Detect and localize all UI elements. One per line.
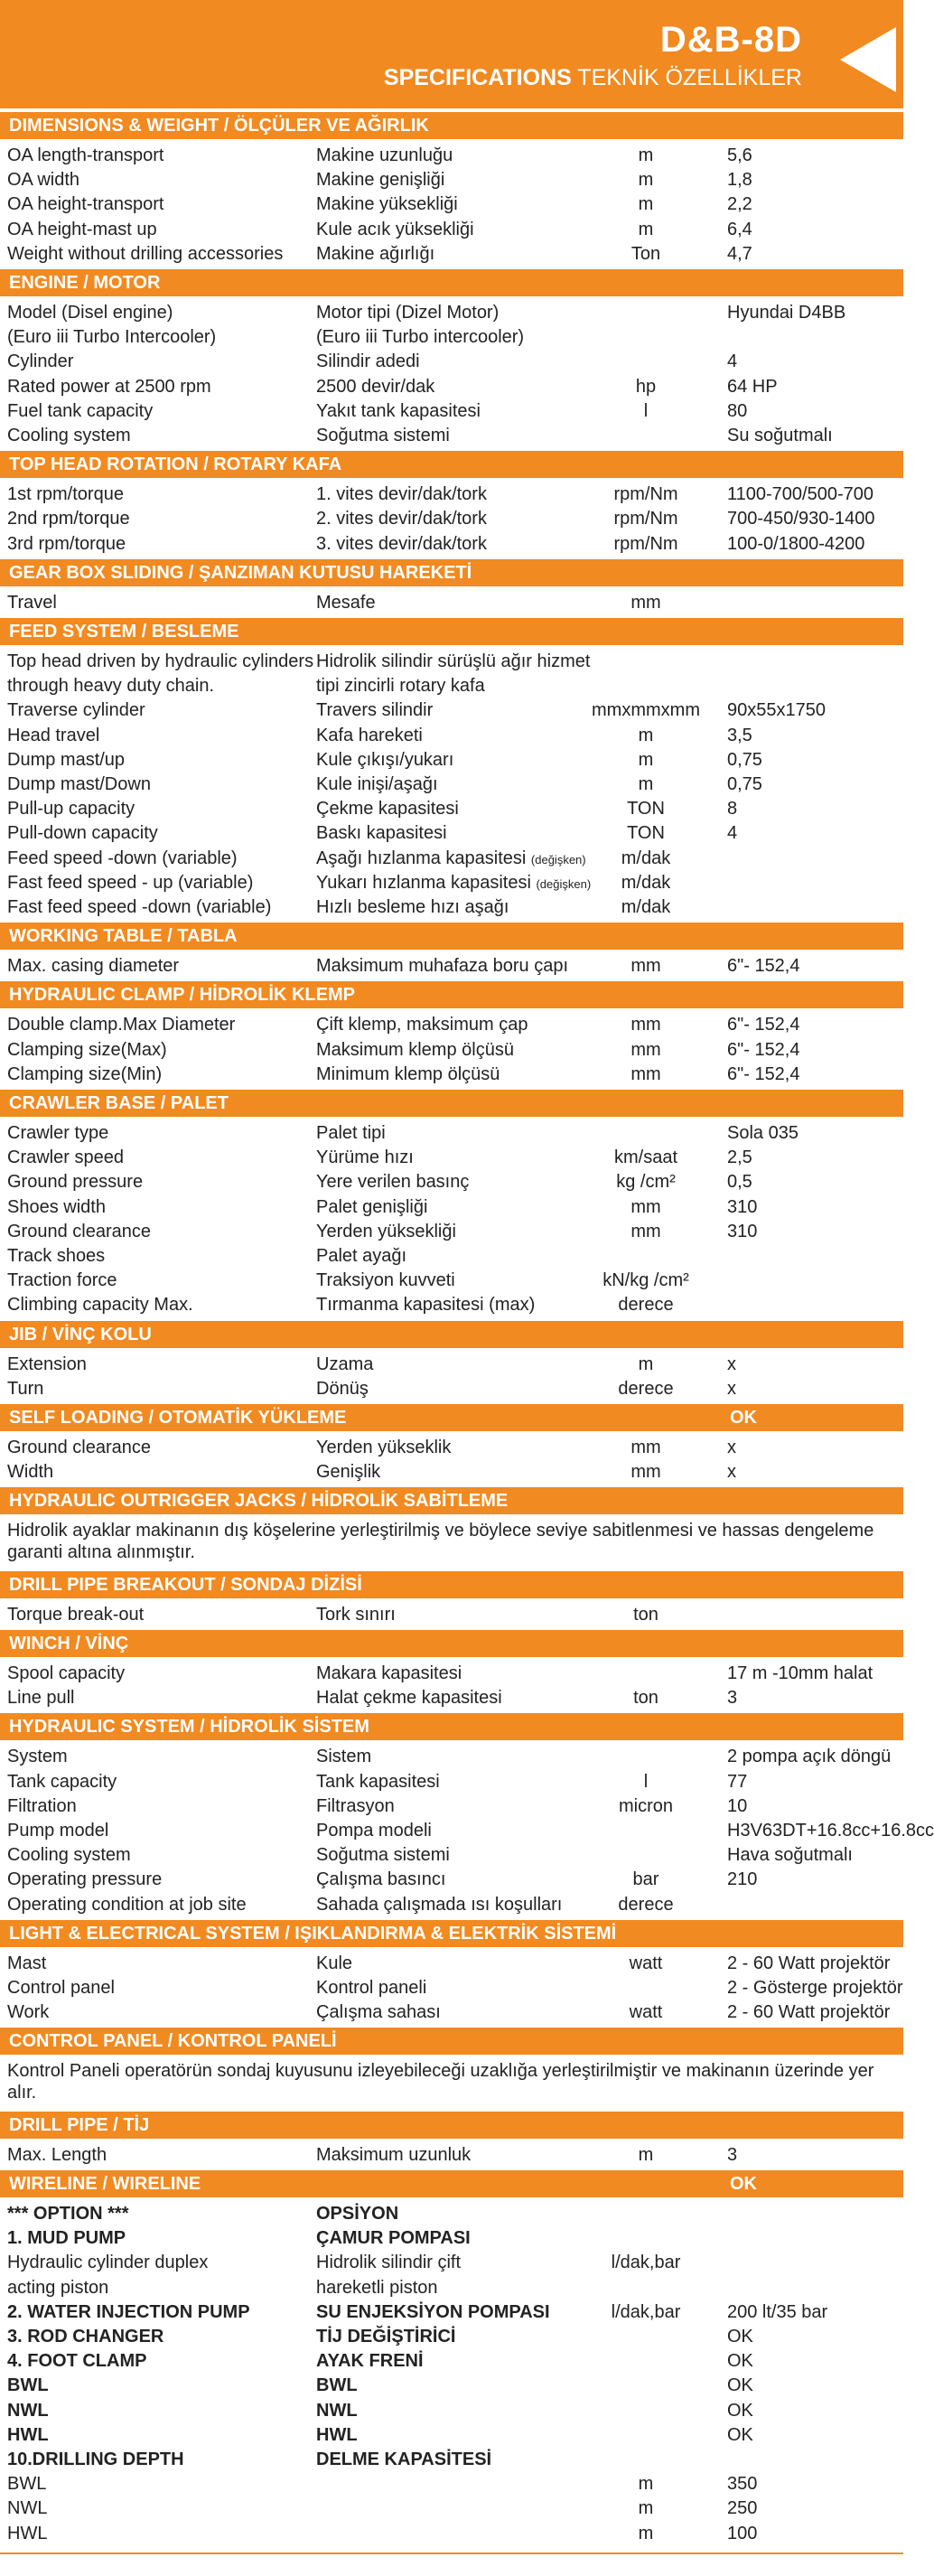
value: 2,5 bbox=[727, 1147, 752, 1168]
unit: m bbox=[638, 2498, 654, 2519]
label-en: Torque break-out bbox=[7, 1604, 145, 1625]
label-tr: Yakıt tank kapasitesi bbox=[316, 400, 481, 421]
unit: TON bbox=[627, 799, 665, 820]
unit: mm bbox=[630, 1196, 661, 1217]
label-tr: Soğutma sistemi bbox=[316, 426, 450, 445]
unit: km/saat bbox=[613, 1147, 678, 1168]
value: 310 bbox=[727, 1221, 758, 1241]
label-tr: Hidrolik silindir sürüşlü ağır hizmet bbox=[316, 651, 591, 671]
label-en: NWL bbox=[7, 2498, 48, 2519]
value: 200 lt/35 bar bbox=[727, 2301, 828, 2322]
unit: mm bbox=[630, 1063, 661, 1084]
value: 5,6 bbox=[727, 145, 752, 165]
value: x bbox=[727, 1378, 736, 1399]
label-tr: TİJ DEĞİŞTİRİCİ bbox=[316, 2327, 456, 2347]
value: 1,8 bbox=[727, 170, 752, 191]
section-header bbox=[0, 451, 903, 478]
unit: mm bbox=[630, 1039, 661, 1060]
label-tr: Kule acık yüksekliği bbox=[316, 219, 474, 239]
label-tr: Maksimum muhafaza boru çapı bbox=[316, 956, 569, 977]
value: H3V63DT+16.8cc+16.8cc bbox=[727, 1821, 934, 1841]
label-en: 2. WATER INJECTION PUMP bbox=[7, 2301, 250, 2322]
value: 310 bbox=[727, 1196, 758, 1217]
label-en: Max. Length bbox=[7, 2144, 107, 2165]
label-tr: 3. vites devir/dak/tork bbox=[316, 533, 487, 554]
value: OK bbox=[727, 2327, 753, 2347]
unit: mm bbox=[630, 1438, 661, 1457]
label-tr: Yerden yüksekliği bbox=[316, 1221, 456, 1241]
label-en: Double clamp.Max Diameter bbox=[7, 1015, 236, 1035]
label-tr: 1. vites devir/dak/tork bbox=[316, 484, 487, 505]
label-en: Fast feed speed - up (variable) bbox=[7, 872, 254, 893]
label-en: Crawler speed bbox=[7, 1147, 124, 1168]
unit: rpm/Nm bbox=[613, 484, 678, 505]
value: 6"- 152,4 bbox=[727, 956, 800, 977]
value: Sola 035 bbox=[727, 1123, 799, 1143]
section-title: ENGINE / MOTOR bbox=[9, 273, 161, 293]
section-header bbox=[0, 559, 903, 586]
label-tr: Kule inişi/aşağı bbox=[316, 774, 438, 794]
label-tr: Yürüme hızı bbox=[316, 1147, 414, 1168]
value: 6"- 152,4 bbox=[727, 1063, 800, 1084]
value: 2 - 60 Watt projektör bbox=[727, 1953, 891, 1973]
label-en: *** OPTION *** bbox=[7, 2204, 129, 2224]
unit: m bbox=[638, 170, 654, 191]
label-tr: Hızlı besleme hızı aşağı bbox=[316, 897, 509, 917]
label-tr: Hidrolik silindir çift bbox=[316, 2253, 462, 2273]
label-tr: OPSİYON bbox=[316, 2204, 399, 2224]
unit: m bbox=[638, 219, 654, 239]
value: 64 HP bbox=[727, 376, 778, 397]
section-title: CRAWLER BASE / PALET bbox=[9, 1093, 229, 1113]
label-tr: Dönüş bbox=[316, 1378, 369, 1399]
label-tr: Pompa modeli bbox=[316, 1821, 432, 1841]
label-tr: ÇAMUR POMPASI bbox=[316, 2228, 471, 2249]
value: 100-0/1800-4200 bbox=[727, 533, 865, 554]
label-en: (Euro iii Turbo Intercooler) bbox=[7, 327, 217, 348]
label-tr: Soğutma sistemi bbox=[316, 1845, 450, 1866]
label-en: Dump mast/up bbox=[7, 749, 126, 770]
unit: derece bbox=[618, 1295, 674, 1316]
unit: micron bbox=[618, 1795, 673, 1816]
label-tr: Çift klemp, maksimum çap bbox=[316, 1015, 528, 1035]
label-en: 3. ROD CHANGER bbox=[7, 2327, 164, 2347]
unit: m bbox=[638, 145, 654, 165]
label-en: 4. FOOT CLAMP bbox=[7, 2351, 147, 2372]
unit: m/dak bbox=[621, 897, 671, 917]
label-en: Cooling system bbox=[7, 1845, 131, 1866]
value: Su soğutmalı bbox=[727, 426, 833, 445]
value: 10 bbox=[727, 1795, 748, 1816]
spec-title-tr: TEKNİK ÖZELLİKLER bbox=[577, 65, 802, 90]
label-en: Hydraulic cylinder duplex bbox=[7, 2253, 209, 2273]
label-tr: Makine uzunluğu bbox=[316, 145, 453, 165]
unit: hp bbox=[635, 376, 657, 397]
unit: TON bbox=[627, 823, 665, 844]
value: 210 bbox=[727, 1869, 758, 1890]
label-tr: Yerden yükseklik bbox=[316, 1438, 452, 1457]
unit: m/dak bbox=[621, 872, 671, 893]
section-title: GEAR BOX SLIDING / ŞANZIMAN KUTUSU HAREKETİ bbox=[9, 562, 472, 583]
label-tr: Baskı kapasitesi bbox=[316, 823, 447, 844]
unit: m bbox=[638, 749, 654, 770]
value: OK bbox=[727, 2400, 753, 2421]
value: 6,4 bbox=[727, 219, 752, 239]
section-header bbox=[0, 1090, 903, 1117]
label-en: Max. casing diameter bbox=[7, 956, 180, 977]
value: 4,7 bbox=[727, 243, 752, 264]
spec-subtitle bbox=[384, 65, 802, 91]
unit: watt bbox=[629, 2002, 663, 2023]
section-status: OK bbox=[730, 2174, 757, 2194]
label-tr: Palet ayağı bbox=[316, 1246, 407, 1266]
label-tr: Travers silindir bbox=[316, 700, 434, 721]
label-tr: Palet tipi bbox=[316, 1123, 386, 1143]
label-en: acting piston bbox=[7, 2277, 109, 2298]
label-tr: Minimum klemp ölçüsü bbox=[316, 1063, 500, 1084]
label-tr: (Euro iii Turbo intercooler) bbox=[316, 327, 525, 348]
label-tr: NWL bbox=[316, 2400, 358, 2421]
label-tr: Maksimum klemp ölçüsü bbox=[316, 1039, 514, 1060]
label-en: Head travel bbox=[7, 725, 100, 745]
label-en: Ground clearance bbox=[7, 1438, 151, 1457]
label-en: Climbing capacity Max. bbox=[7, 1295, 193, 1316]
unit: mm bbox=[630, 1015, 661, 1035]
section-header bbox=[0, 1630, 903, 1657]
value: 250 bbox=[727, 2498, 758, 2519]
label-en: Operating pressure bbox=[7, 1869, 163, 1890]
value: 3 bbox=[727, 2144, 738, 2165]
label-tr: Sahada çalışmada ısı koşulları bbox=[316, 1894, 563, 1915]
section-header bbox=[0, 1487, 903, 1514]
section-title: TOP HEAD ROTATION / ROTARY KAFA bbox=[9, 454, 342, 475]
value: 1100-700/500-700 bbox=[727, 484, 873, 505]
unit: Ton bbox=[630, 243, 661, 264]
section-title: JIB / VİNÇ KOLU bbox=[9, 1324, 152, 1344]
label-tr: Yukarı hızlanma kapasitesi (değişken) bbox=[316, 872, 592, 893]
label-tr: Kontrol paneli bbox=[316, 1978, 427, 1998]
value: 90x55x1750 bbox=[727, 700, 826, 721]
unit: derece bbox=[618, 1894, 674, 1915]
label-tr: Makine genişliği bbox=[316, 170, 445, 191]
label-en: Crawler type bbox=[7, 1123, 109, 1143]
section-header bbox=[0, 1321, 903, 1348]
label-tr: BWL bbox=[316, 2375, 358, 2396]
label-en: Operating condition at job site bbox=[7, 1894, 247, 1915]
label-en: OA width bbox=[7, 170, 80, 191]
label-en: Cooling system bbox=[7, 426, 131, 445]
section-header bbox=[0, 1404, 903, 1431]
label-en: 1st rpm/torque bbox=[7, 484, 124, 505]
header-bar bbox=[0, 0, 903, 108]
label-en: Pull-up capacity bbox=[7, 799, 135, 820]
unit: derece bbox=[618, 1378, 674, 1399]
label-tr: Silindir adedi bbox=[316, 351, 420, 372]
label-en: Ground clearance bbox=[7, 1221, 151, 1241]
label-tr: Makine yüksekliği bbox=[316, 194, 458, 215]
section-title: CONTROL PANEL / KONTROL PANELİ bbox=[9, 2031, 337, 2052]
label-tr: Kule çıkışı/yukarı bbox=[316, 749, 454, 770]
label-en: Line pull bbox=[7, 1688, 75, 1709]
label-en: Weight without drilling accessories bbox=[7, 243, 284, 264]
label-en: BWL bbox=[7, 2474, 47, 2495]
label-en: Turn bbox=[7, 1378, 44, 1399]
label-tr: Motor tipi (Dizel Motor) bbox=[316, 303, 500, 323]
label-en: Rated power at 2500 rpm bbox=[7, 376, 211, 397]
value: 100 bbox=[727, 2523, 758, 2543]
label-en: Extension bbox=[7, 1354, 87, 1374]
label-tr: 2500 devir/dak bbox=[316, 376, 435, 397]
section-header bbox=[0, 618, 903, 645]
unit: m/dak bbox=[621, 848, 671, 868]
value: 3 bbox=[727, 1688, 738, 1709]
value: 0,75 bbox=[727, 774, 762, 794]
label-en: Dump mast/Down bbox=[7, 774, 151, 794]
label-en: Clamping size(Min) bbox=[7, 1063, 163, 1084]
label-tr: Çekme kapasitesi bbox=[316, 799, 459, 820]
section-title: WINCH / VİNÇ bbox=[9, 1634, 129, 1653]
unit: mmxmmxmm bbox=[592, 700, 700, 721]
label-en: Fuel tank capacity bbox=[7, 400, 154, 421]
label-en: Clamping size(Max) bbox=[7, 1039, 167, 1060]
label-en: Control panel bbox=[7, 1978, 115, 1998]
label-en: Pull-down capacity bbox=[7, 823, 158, 844]
label-tr: HWL bbox=[316, 2424, 358, 2445]
value: 17 m -10mm halat bbox=[727, 1663, 873, 1683]
section-header bbox=[0, 2170, 903, 2197]
label-en: Track shoes bbox=[7, 1246, 106, 1266]
value: 2,2 bbox=[727, 194, 752, 215]
label-en: 2nd rpm/torque bbox=[7, 509, 130, 529]
section-title: SELF LOADING / OTOMATİK YÜKLEME bbox=[9, 1408, 347, 1428]
label-en: 10.DRILLING DEPTH bbox=[7, 2450, 184, 2469]
paragraph-text: Hidrolik ayaklar makinanın dış köşelerine yerleştirilmiş ve böylece seviye sabitlenmesi ve hassas dengeleme garanti altına alınmıştır. bbox=[7, 1521, 874, 1563]
label-en: Pump model bbox=[7, 1821, 109, 1841]
section-title: WIRELINE / WIRELINE bbox=[9, 2174, 201, 2194]
unit: l bbox=[643, 400, 649, 421]
value: x bbox=[727, 1462, 736, 1483]
section-header bbox=[0, 1571, 903, 1598]
model-title: D&B-8D bbox=[659, 20, 802, 60]
label-en: Shoes width bbox=[7, 1196, 106, 1217]
section-title: HYDRAULIC CLAMP / HİDROLİK KLEMP bbox=[9, 985, 355, 1006]
bottom-rule bbox=[0, 2553, 903, 2554]
section-header bbox=[0, 1920, 903, 1947]
value: OK bbox=[727, 2424, 753, 2445]
label-en: BWL bbox=[7, 2375, 49, 2396]
unit: ton bbox=[633, 1688, 658, 1709]
label-en: Ground pressure bbox=[7, 1172, 144, 1193]
label-en: NWL bbox=[7, 2400, 49, 2421]
unit: m bbox=[638, 774, 654, 794]
label-en: Work bbox=[7, 2002, 50, 2023]
value: x bbox=[727, 1354, 736, 1374]
label-tr: 2. vites devir/dak/tork bbox=[316, 509, 487, 529]
label-tr: Traksiyon kuvveti bbox=[316, 1270, 455, 1291]
value: 350 bbox=[727, 2474, 758, 2495]
label-tr: Çalışma sahası bbox=[316, 2002, 441, 2023]
label-note: (değişken) bbox=[536, 876, 592, 891]
section-title: DRILL PIPE / TİJ bbox=[9, 2114, 150, 2135]
label-tr: DELME KAPASİTESİ bbox=[316, 2450, 492, 2469]
label-en: Width bbox=[7, 1462, 54, 1483]
unit: m bbox=[638, 725, 654, 745]
section-title: DRILL PIPE BREAKOUT / SONDAJ DİZİSİ bbox=[9, 1574, 362, 1595]
unit: mm bbox=[630, 1462, 661, 1483]
section-title: FEED SYSTEM / BESLEME bbox=[9, 622, 239, 642]
section-header bbox=[0, 1713, 903, 1740]
paragraph-text: Kontrol Paneli operatörün sondaj kuyusunu izleyebileceği uzaklığa yerleştirilmiştir ve makinanın üzerinde yer alır. bbox=[7, 2061, 874, 2103]
label-tr: Kafa hareketi bbox=[316, 725, 423, 745]
label-en: Fast feed speed -down (variable) bbox=[7, 897, 272, 917]
label-tr: Tork sınırı bbox=[316, 1604, 396, 1625]
unit: m bbox=[638, 1354, 654, 1374]
unit: mm bbox=[630, 956, 661, 977]
section-header bbox=[0, 2112, 903, 2139]
label-tr: Çalışma basıncı bbox=[316, 1869, 446, 1890]
unit: rpm/Nm bbox=[613, 509, 678, 529]
value: 2 - Gösterge projektör bbox=[727, 1978, 903, 1998]
label-en: through heavy duty chain. bbox=[7, 676, 215, 697]
label-en: Top head driven by hydraulic cylinders bbox=[7, 651, 314, 671]
label-en: HWL bbox=[7, 2424, 49, 2445]
value: 80 bbox=[727, 400, 748, 421]
value: 2 pompa açık döngü bbox=[727, 1747, 892, 1767]
value: x bbox=[727, 1438, 736, 1457]
unit: mm bbox=[630, 592, 661, 613]
section-status: OK bbox=[730, 1408, 757, 1428]
label-en: Mast bbox=[7, 1953, 47, 1973]
label-tr: tipi zincirli rotary kafa bbox=[316, 676, 485, 697]
value: 77 bbox=[727, 1771, 748, 1792]
value: 6"- 152,4 bbox=[727, 1015, 800, 1035]
unit: m bbox=[638, 2474, 654, 2495]
unit: l/dak,bar bbox=[611, 2301, 681, 2322]
value: 700-450/930-1400 bbox=[727, 509, 875, 529]
label-en: System bbox=[7, 1747, 68, 1767]
label-tr: Halat çekme kapasitesi bbox=[316, 1688, 502, 1709]
label-en: OA length-transport bbox=[7, 145, 164, 165]
unit: mm bbox=[630, 1221, 661, 1241]
label-tr: hareketli piston bbox=[316, 2277, 438, 2298]
arrow-left-icon bbox=[813, 23, 903, 96]
value: 4 bbox=[727, 823, 738, 844]
label-tr: Kule bbox=[316, 1953, 353, 1973]
section-title: HYDRAULIC SYSTEM / HİDROLİK SİSTEM bbox=[9, 1717, 369, 1738]
unit: m bbox=[638, 2144, 654, 2165]
label-tr: Filtrasyon bbox=[316, 1795, 395, 1816]
section-header bbox=[0, 923, 903, 950]
unit: rpm/Nm bbox=[613, 533, 678, 554]
label-en: Feed speed -down (variable) bbox=[7, 848, 238, 868]
section-title: DIMENSIONS & WEIGHT / ÖLÇÜLER VE AĞIRLIK bbox=[9, 116, 429, 136]
label-en: OA height-mast up bbox=[7, 219, 157, 239]
label-tr: Palet genişliği bbox=[316, 1196, 428, 1217]
label-tr: Sistem bbox=[316, 1747, 372, 1767]
value: OK bbox=[727, 2375, 753, 2396]
section-title: HYDRAULIC OUTRIGGER JACKS / HİDROLİK SABİTLEME bbox=[9, 1491, 509, 1512]
section-header bbox=[0, 269, 903, 296]
value: 8 bbox=[727, 799, 738, 820]
unit: watt bbox=[629, 1953, 663, 1973]
label-en: HWL bbox=[7, 2523, 48, 2543]
unit: m bbox=[638, 194, 654, 215]
label-en: 1. MUD PUMP bbox=[7, 2228, 126, 2249]
label-tr: Maksimum uzunluk bbox=[316, 2144, 472, 2165]
value: 0,75 bbox=[727, 749, 762, 770]
label-en: Model (Disel engine) bbox=[7, 303, 173, 323]
value: 4 bbox=[727, 351, 738, 372]
label-tr: Makine ağırlığı bbox=[316, 243, 435, 264]
label-en: Tank capacity bbox=[7, 1771, 117, 1792]
label-tr: Makara kapasitesi bbox=[316, 1663, 462, 1683]
label-tr: Uzama bbox=[316, 1354, 374, 1374]
unit: kg /cm² bbox=[616, 1172, 676, 1193]
label-en: Cylinder bbox=[7, 351, 74, 372]
label-tr: Aşağı hızlanma kapasitesi (değişken) bbox=[316, 848, 586, 868]
label-tr: Mesafe bbox=[316, 592, 376, 613]
label-en: Travel bbox=[7, 592, 57, 613]
section-header bbox=[0, 981, 903, 1008]
label-tr: Yere verilen basınç bbox=[316, 1172, 470, 1193]
label-en: Spool capacity bbox=[7, 1663, 126, 1683]
label-tr: Genişlik bbox=[316, 1462, 381, 1483]
label-tr: SU ENJEKSİYON POMPASI bbox=[316, 2301, 550, 2322]
label-tr: Tank kapasitesi bbox=[316, 1771, 440, 1792]
section-header bbox=[0, 2028, 903, 2055]
label-en: Traverse cylinder bbox=[7, 700, 145, 721]
label-tr: AYAK FRENİ bbox=[316, 2351, 424, 2372]
value: 6"- 152,4 bbox=[727, 1039, 800, 1060]
unit: m bbox=[638, 2523, 654, 2543]
unit: bar bbox=[632, 1869, 659, 1890]
unit: l/dak,bar bbox=[611, 2253, 681, 2273]
value: 2 - 60 Watt projektör bbox=[727, 2002, 891, 2023]
label-tr: Tırmanma kapasitesi (max) bbox=[316, 1295, 536, 1316]
label-note: (değişken) bbox=[530, 852, 586, 866]
section-title: WORKING TABLE / TABLA bbox=[9, 926, 238, 947]
value: OK bbox=[727, 2351, 753, 2372]
label-en: OA height-transport bbox=[7, 194, 164, 215]
value: 0,5 bbox=[727, 1172, 752, 1193]
unit: l bbox=[643, 1771, 649, 1792]
label-en: 3rd rpm/torque bbox=[7, 533, 126, 554]
section-header bbox=[0, 112, 903, 139]
spec-title-en: SPECIFICATIONS bbox=[383, 65, 572, 90]
value: Hyundai D4BB bbox=[727, 303, 846, 323]
label-en: Filtration bbox=[7, 1795, 77, 1816]
section-title: LIGHT & ELECTRICAL SYSTEM / IŞIKLANDIRMA & ELEKTRİK SİSTEMİ bbox=[9, 1923, 617, 1944]
value: 3,5 bbox=[727, 725, 752, 745]
unit: ton bbox=[633, 1604, 658, 1625]
unit: kN/kg /cm² bbox=[602, 1270, 689, 1291]
label-en: Traction force bbox=[7, 1270, 117, 1291]
value: Hava soğutmalı bbox=[727, 1845, 853, 1866]
